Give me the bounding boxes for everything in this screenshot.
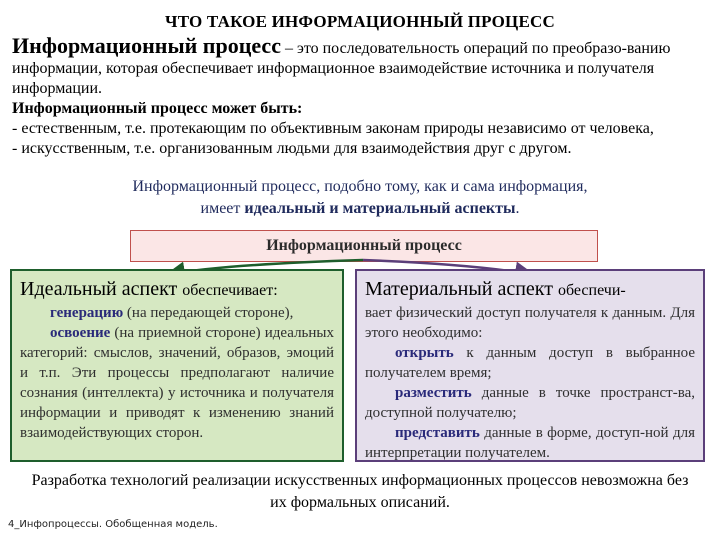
ideal-assimilation: освоение bbox=[50, 325, 111, 341]
ideal-aspect-box bbox=[10, 269, 344, 462]
material-present: представить bbox=[395, 425, 480, 441]
aspects-intro-line1: Информационный процесс, подобно тому, как и сама информация, bbox=[132, 178, 588, 195]
material-head-title: Материальный аспект bbox=[365, 278, 553, 300]
footer-text: Разработка технологий реализации искусственных информационных процессов невозможна без их формальных описаний. bbox=[31, 472, 689, 511]
material-i3: данные в форме, доступ-ной для интерпретации получателем. bbox=[365, 425, 695, 461]
aspects-intro bbox=[60, 176, 660, 220]
ideal-head-suffix: обеспечивает: bbox=[182, 282, 278, 299]
definition-block bbox=[12, 33, 712, 159]
definition-text: – это последовательность операций по преобразо-ванию информации, которая обеспечивает информационное взаимодействие источника и получателя информации. bbox=[12, 40, 671, 97]
ideal-body bbox=[20, 303, 334, 443]
material-i2: данные в точке пространст-ва, доступной получателю; bbox=[365, 385, 695, 421]
material-aspect-box bbox=[355, 269, 705, 462]
definition-term: Информационный процесс bbox=[12, 33, 281, 58]
material-intro: вает физический доступ получателя к данным. Для этого необходимо: bbox=[365, 305, 695, 341]
material-i1: к данным доступ в выбранное получателем время; bbox=[365, 345, 695, 381]
slide-caption: 4_Инфопроцессы. Обобщенная модель. bbox=[8, 519, 218, 530]
material-body bbox=[365, 303, 695, 463]
aspects-intro-suffix: . bbox=[515, 200, 520, 217]
ideal-p2: (на приемной стороне) идеальных категорий: смыслов, значений, образов, эмоций и т.п. Эти процессы предполагают наличие сознания (интеллекта) у источника и получателя информации и приводят к изменению знаний взаимодействующих сторон. bbox=[20, 325, 334, 441]
process-box: Информационный процесс bbox=[130, 230, 598, 262]
material-head bbox=[365, 277, 695, 303]
ideal-head bbox=[20, 277, 334, 303]
ideal-generation: генерацию bbox=[50, 305, 124, 321]
aspects-intro-prefix: имеет bbox=[200, 200, 245, 217]
can-be-label: Информационный процесс может быть: bbox=[12, 100, 303, 117]
material-head-suffix: обеспечи- bbox=[558, 282, 626, 299]
item-artificial: - искусственным, т.е. организованным людьми для взаимодействия друг с другом. bbox=[12, 140, 572, 157]
ideal-p1: (на передающей стороне), bbox=[123, 305, 294, 321]
item-natural: - естественным, т.е. протекающим по объективным законам природы независимо от человека, bbox=[12, 120, 654, 137]
material-place: разместить bbox=[395, 385, 472, 401]
aspects-intro-bold: идеальный и материальный аспекты bbox=[244, 200, 516, 217]
material-open: открыть bbox=[395, 345, 454, 361]
ideal-head-title: Идеальный аспект bbox=[20, 278, 178, 300]
slide-title: ЧТО ТАКОЕ ИНФОРМАЦИОННЫЙ ПРОЦЕСС bbox=[165, 12, 555, 31]
